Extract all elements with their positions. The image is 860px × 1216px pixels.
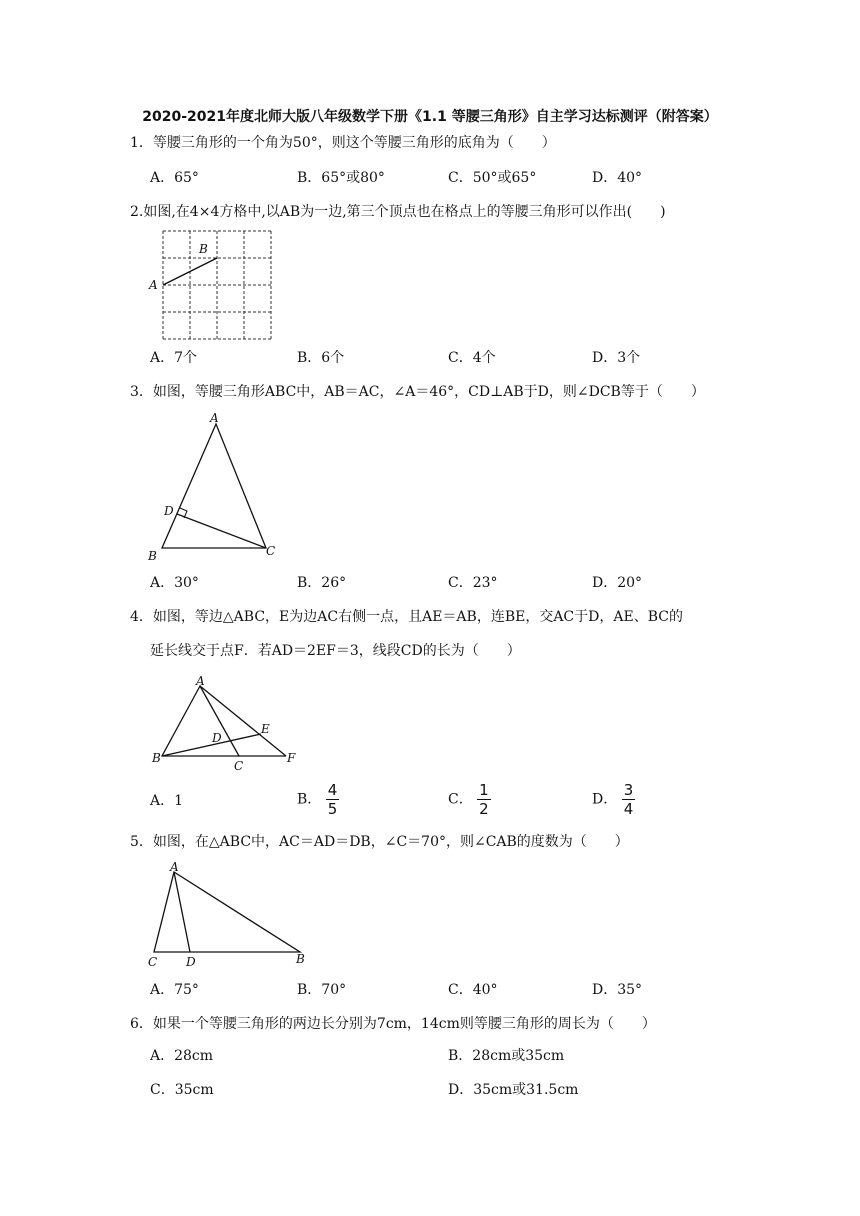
q5-label-c: C	[148, 955, 158, 969]
question-2-option-b: B．6个	[297, 350, 345, 366]
question-5-option-d: D．35°	[592, 982, 643, 998]
question-4-option-d	[592, 782, 635, 817]
question-4-triangle-figure	[146, 672, 306, 776]
question-6-option-c: C．35cm	[150, 1082, 214, 1098]
question-2-grid-figure	[146, 226, 276, 342]
fraction-numerator: 3	[623, 781, 634, 799]
page-title: 2020-2021年度北师大版八年级数学下册《1.1 等腰三角形》自主学习达标测评（附答案）	[142, 109, 718, 125]
q4-label-e: E	[261, 722, 270, 736]
q3-label-b: B	[148, 549, 157, 563]
q4-label-d: D	[212, 731, 222, 745]
question-3-triangle-figure	[140, 408, 290, 568]
question-1-option-c: C．50°或65°	[448, 170, 537, 186]
question-6-stem: 6．如果一个等腰三角形的两边长分别为7cm，14cm则等腰三角形的周长为（ ）	[130, 1016, 656, 1032]
question-4-option-b	[297, 782, 339, 817]
question-6-option-d: D．35cm或31.5cm	[448, 1082, 579, 1098]
question-5-option-a: A．75°	[150, 982, 199, 998]
fraction-one-half	[477, 782, 491, 817]
question-2-option-a: A．7个	[150, 350, 198, 366]
fraction-numerator: 1	[479, 781, 489, 799]
question-5-stem: 5．如图，在△ABC中，AC＝AD＝DB，∠C＝70°，则∠CAB的度数为（ ）	[130, 834, 629, 850]
q2-label-b: B	[199, 242, 208, 256]
question-3-option-b: B．26°	[297, 575, 347, 591]
q4-label-c: C	[234, 759, 244, 773]
question-6-option-b: B．28cm或35cm	[448, 1048, 565, 1064]
q2-label-a: A	[149, 278, 158, 292]
q4-label-b: B	[152, 751, 161, 765]
question-3-stem: 3．如图，等腰三角形ABC中，AB＝AC，∠A＝46°，CD⊥AB于D，则∠DCB等于（ ）	[130, 384, 705, 400]
question-5-triangle-figure	[142, 856, 318, 972]
fraction-denominator: 2	[479, 800, 489, 818]
q4-label-f: F	[287, 751, 296, 765]
option-c-letter: C．	[448, 791, 473, 808]
question-2-option-d: D．3个	[592, 350, 641, 366]
q5-label-b: B	[296, 952, 305, 966]
fraction-denominator: 5	[327, 800, 338, 818]
question-6-option-a: A．28cm	[150, 1048, 214, 1064]
question-3-option-a: A．30°	[150, 575, 199, 591]
question-4-stem-line-2: 延长线交于点F．若AD＝2EF＝3，线段CD的长为（ ）	[150, 643, 521, 659]
q5-label-a: A	[170, 860, 179, 874]
fraction-three-quarters	[622, 782, 636, 817]
question-1-option-d: D．40°	[592, 170, 643, 186]
fraction-numerator: 4	[327, 781, 338, 799]
question-4-option-a: A．1	[150, 793, 184, 809]
question-4-stem-line-1: 4．如图，等边△ABC，E为边AC右侧一点，且AE＝AB，连BE，交AC于D，AE、BC的	[130, 609, 683, 625]
q4-label-a: A	[196, 674, 205, 688]
question-1-stem: 1．等腰三角形的一个角为50°，则这个等腰三角形的底角为（ ）	[130, 135, 556, 151]
question-2-stem: 2.如图,在4×4方格中,以AB为一边,第三个顶点也在格点上的等腰三角形可以作出( )	[130, 204, 666, 220]
option-b-letter: B．	[297, 791, 322, 808]
question-3-option-c: C．23°	[448, 575, 498, 591]
question-3-option-d: D．20°	[592, 575, 643, 591]
fraction-denominator: 4	[623, 800, 634, 818]
question-5-option-b: B．70°	[297, 982, 347, 998]
option-d-letter: D．	[592, 791, 618, 808]
question-2-option-c: C．4个	[448, 350, 496, 366]
fraction-four-fifths	[326, 782, 340, 817]
q5-label-d: D	[186, 955, 196, 969]
question-4-option-c	[448, 782, 491, 817]
q3-label-a: A	[210, 411, 219, 425]
question-1-option-a: A．65°	[150, 170, 199, 186]
question-1-option-b: B．65°或80°	[297, 170, 385, 186]
q3-label-c: C	[266, 544, 276, 558]
q3-label-d: D	[164, 504, 174, 518]
question-5-option-c: C．40°	[448, 982, 498, 998]
